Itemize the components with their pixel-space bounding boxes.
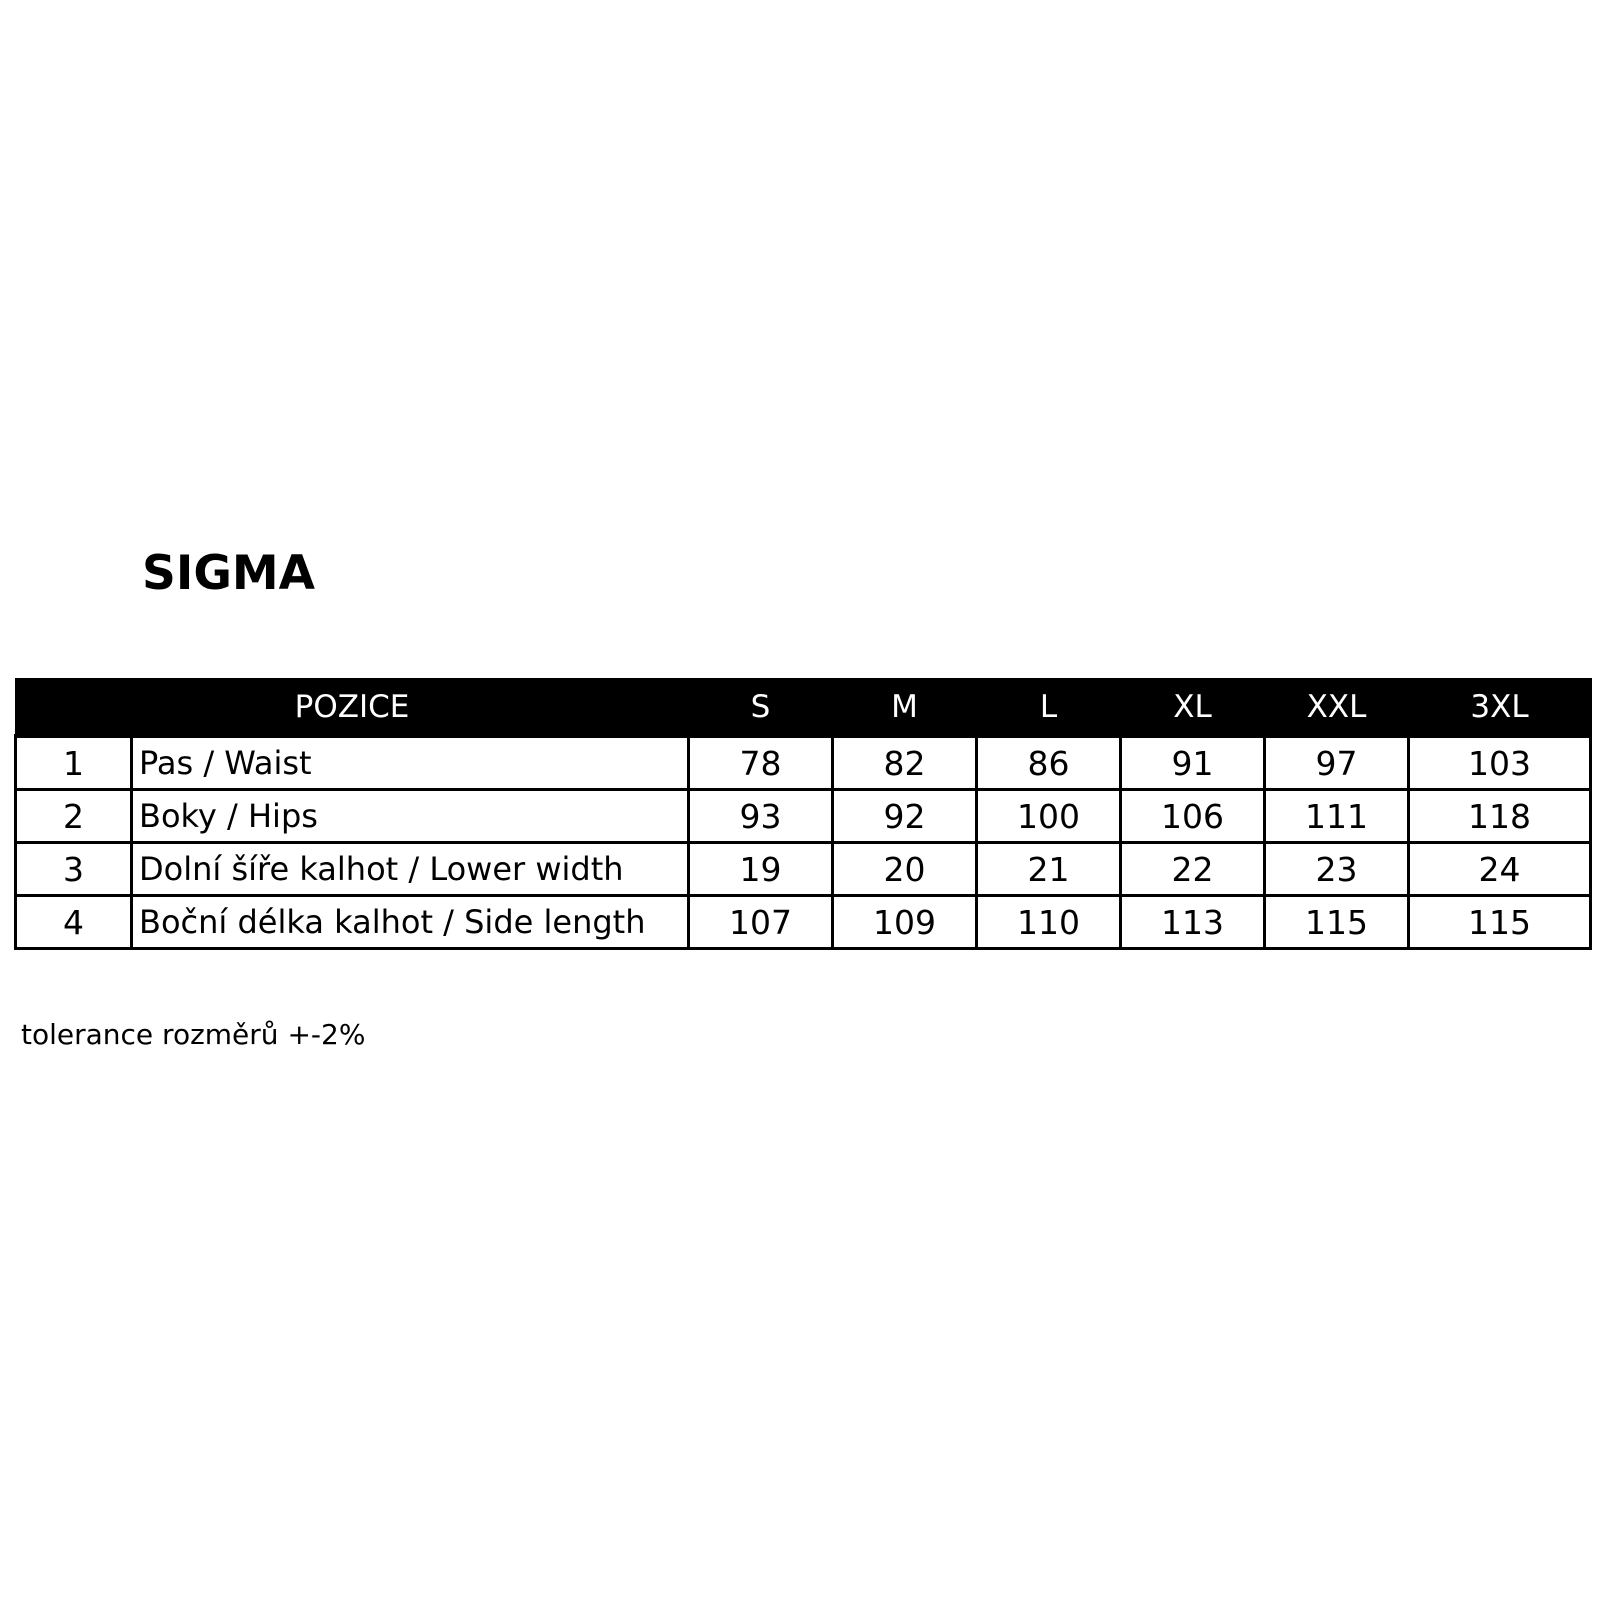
cell-value: 82 xyxy=(833,736,977,790)
cell-value: 100 xyxy=(977,790,1121,843)
cell-value: 86 xyxy=(977,736,1121,790)
cell-value: 109 xyxy=(833,896,977,949)
row-number: 1 xyxy=(16,736,132,790)
cell-value: 107 xyxy=(689,896,833,949)
cell-value: 103 xyxy=(1409,736,1591,790)
header-size-3xl: 3XL xyxy=(1409,679,1591,736)
tolerance-note: tolerance rozměrů +-2% xyxy=(21,1018,366,1051)
size-table xyxy=(14,678,1592,950)
row-label: Boky / Hips xyxy=(132,790,689,843)
cell-value: 92 xyxy=(833,790,977,843)
header-size-l: L xyxy=(977,679,1121,736)
table-row xyxy=(16,736,1591,790)
cell-value: 24 xyxy=(1409,843,1591,896)
chart-title: SIGMA xyxy=(142,546,316,601)
table-header xyxy=(16,679,1591,736)
cell-value: 20 xyxy=(833,843,977,896)
cell-value: 106 xyxy=(1121,790,1265,843)
row-label: Dolní šíře kalhot / Lower width xyxy=(132,843,689,896)
row-label: Pas / Waist xyxy=(132,736,689,790)
cell-value: 23 xyxy=(1265,843,1409,896)
cell-value: 22 xyxy=(1121,843,1265,896)
cell-value: 91 xyxy=(1121,736,1265,790)
row-number: 4 xyxy=(16,896,132,949)
cell-value: 97 xyxy=(1265,736,1409,790)
header-size-s: S xyxy=(689,679,833,736)
row-label: Boční délka kalhot / Side length xyxy=(132,896,689,949)
cell-value: 19 xyxy=(689,843,833,896)
cell-value: 115 xyxy=(1265,896,1409,949)
header-row xyxy=(16,679,1591,736)
header-position: POZICE xyxy=(16,679,689,736)
cell-value: 93 xyxy=(689,790,833,843)
table-row xyxy=(16,896,1591,949)
table-body xyxy=(16,736,1591,949)
cell-value: 111 xyxy=(1265,790,1409,843)
row-number: 2 xyxy=(16,790,132,843)
cell-value: 78 xyxy=(689,736,833,790)
table-row xyxy=(16,790,1591,843)
row-number: 3 xyxy=(16,843,132,896)
header-size-xl: XL xyxy=(1121,679,1265,736)
table-row xyxy=(16,843,1591,896)
cell-value: 118 xyxy=(1409,790,1591,843)
cell-value: 110 xyxy=(977,896,1121,949)
header-size-xxl: XXL xyxy=(1265,679,1409,736)
cell-value: 21 xyxy=(977,843,1121,896)
cell-value: 115 xyxy=(1409,896,1591,949)
cell-value: 113 xyxy=(1121,896,1265,949)
header-size-m: M xyxy=(833,679,977,736)
